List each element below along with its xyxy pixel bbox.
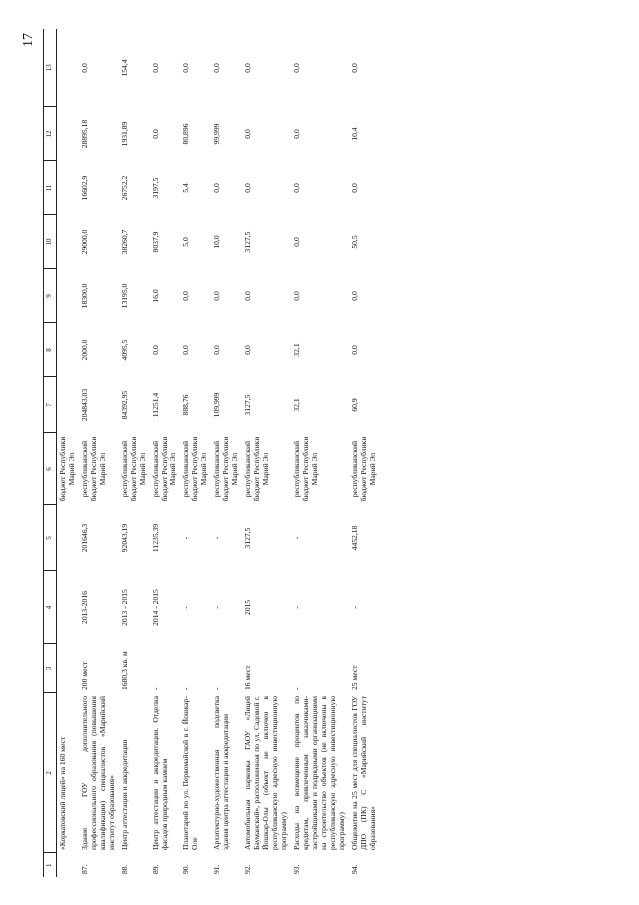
object-name-cell: Здание ГОУ дополнительного профессионального образования (повышения квалификации) специалистов «Марийский институт образования»: [79, 696, 116, 850]
funding-source-cell: республиканский бюджет Республики Марий Эл: [349, 436, 377, 502]
col-12-cell: 0,0: [150, 129, 160, 139]
col-9-cell: 13195,0: [119, 283, 129, 309]
col-10-cell: [57, 215, 79, 269]
col-13-cell: 0,0: [291, 63, 301, 73]
header-cell: 2: [44, 693, 57, 853]
table-row: [242, 29, 291, 877]
period-cell: 2014 - 2015: [150, 589, 160, 626]
row-number-cell: 91.: [212, 864, 222, 874]
col-8-cell: 4095,5: [119, 339, 129, 361]
object-name-cell: Центр аттестации и аккредитации: [119, 739, 129, 850]
col-11-cell: 0,0: [291, 183, 301, 193]
object-name-cell: Автомобильная парковка ГАОУ «Лицей Бауманский», расположенная по ул. Садовой г. Йошкар-Олы (объект не включен в республиканскую адресную инвестиционную программу): [243, 696, 288, 850]
col-12-cell: 0,0: [243, 129, 253, 139]
col-8-cell: 0,0: [243, 345, 253, 355]
col-11-cell: 5,4: [181, 183, 191, 193]
estimated-cost-cell: 11235,39: [150, 523, 160, 553]
header-cell: 6: [44, 433, 57, 505]
col-10-cell: 50,5: [349, 235, 359, 249]
period-cell: -: [212, 606, 222, 609]
col-11-cell: 0,0: [243, 183, 253, 193]
funding-source-cell: республиканский бюджет Республики Марий Эл: [181, 436, 209, 502]
estimated-cost-cell: -: [291, 536, 301, 540]
program-table: [43, 29, 380, 877]
period-cell: -: [181, 606, 191, 609]
header-cell: 12: [44, 107, 57, 161]
row-number-cell: 93.: [291, 864, 301, 874]
col-12-cell: 28895,18: [79, 119, 89, 149]
capacity-cell: -: [181, 687, 191, 690]
header-cell: 4: [44, 571, 57, 644]
capacity-cell: -: [291, 687, 301, 690]
capacity-cell: 200 мест: [79, 661, 89, 690]
col-7-cell: 84392,95: [119, 390, 129, 420]
col-10-cell: 38260,7: [119, 229, 129, 255]
col-13-cell: 0,0: [79, 63, 89, 73]
col-9-cell: 0,0: [181, 291, 191, 301]
header-cell: 13: [44, 29, 57, 107]
col-8-cell: [57, 323, 79, 377]
col-8-cell: 0,0: [150, 345, 160, 355]
header-cell: 5: [44, 505, 57, 571]
table-row: [349, 29, 380, 877]
row-number-cell: 94.: [349, 864, 359, 874]
col-11-cell: [57, 161, 79, 215]
col-7-cell: [57, 377, 79, 433]
capacity-cell: -: [212, 687, 222, 690]
col-12-cell: 10,4: [349, 127, 359, 141]
col-10-cell: 29000,0: [79, 229, 89, 255]
funding-source-cell: бюджет Республики Марий Эл: [58, 436, 76, 502]
period-cell: 2013 - 2015: [119, 589, 129, 626]
col-9-cell: 0,0: [349, 291, 359, 301]
header-cell: 9: [44, 269, 57, 323]
header-cell: 3: [44, 644, 57, 693]
col-10-cell: 0,0: [291, 237, 301, 247]
capacity-cell: 1680,3 кв. м: [119, 651, 129, 690]
col-10-cell: 8037,9: [150, 231, 160, 253]
capacity-cell: 25 мест: [349, 665, 359, 690]
col-12-cell: 80,896: [181, 123, 191, 145]
estimated-cost-cell: [57, 505, 79, 571]
funding-source-cell: республиканский бюджет Республики Марий Эл: [79, 436, 107, 502]
col-9-cell: 0,0: [291, 291, 301, 301]
col-10-cell: 3127,5: [243, 231, 253, 253]
estimated-cost-cell: -: [212, 536, 222, 540]
col-8-cell: 0,0: [181, 345, 191, 355]
capacity-cell: -: [150, 687, 160, 690]
estimated-cost-cell: 92043,19: [119, 523, 129, 553]
col-10-cell: 5,0: [181, 237, 191, 247]
col-13-cell: 0,0: [243, 63, 253, 73]
table-row: [291, 29, 349, 877]
object-name-cell: «Коркатовский лицей» на 160 мест: [58, 736, 67, 850]
period-cell: [57, 571, 79, 644]
col-13-cell: 0,0: [349, 63, 359, 73]
col-7-cell: 60,9: [349, 398, 359, 412]
header-cell: 7: [44, 377, 57, 433]
period-cell: 2013-2016: [79, 591, 89, 624]
row-number-cell: 92.: [243, 864, 253, 874]
col-11-cell: 3197,5: [150, 177, 160, 199]
funding-source-cell: республиканский бюджет Республики Марий Эл: [243, 436, 271, 502]
table-row: [180, 29, 211, 877]
col-10-cell: 10,0: [212, 235, 222, 249]
col-9-cell: 0,0: [243, 291, 253, 301]
row-number-cell: 88.: [119, 864, 129, 874]
table-body: [44, 29, 380, 877]
col-12-cell: [57, 107, 79, 161]
object-name-cell: Расходы на возмещение процентов по кредитам, привлеченным заказчиками-застройщиками и подрядными организациями на строительство объектов (не включены в республиканскую адресную инвестиционную программу): [291, 696, 346, 850]
col-12-cell: 0,0: [291, 129, 301, 139]
col-7-cell: 204843,03: [79, 388, 89, 422]
funding-source-cell: республиканский бюджет Республики Марий Эл: [150, 436, 178, 502]
col-12-cell: 1931,89: [119, 121, 129, 147]
table-row: [119, 29, 150, 877]
table-row: [211, 29, 242, 877]
period-cell: -: [349, 606, 359, 609]
funding-source-cell: республиканский бюджет Республики Марий Эл: [212, 436, 240, 502]
col-9-cell: 0,0: [212, 291, 222, 301]
col-8-cell: 32,1: [291, 343, 301, 357]
funding-source-cell: республиканский бюджет Республики Марий Эл: [291, 436, 319, 502]
header-cell: 10: [44, 215, 57, 269]
estimated-cost-cell: 4452,18: [349, 525, 359, 551]
row-number-cell: [57, 853, 79, 877]
period-cell: 2015: [243, 599, 253, 616]
row-number-cell: 87.: [79, 864, 89, 874]
col-8-cell: 2000,0: [79, 339, 89, 361]
col-13-cell: 0,0: [212, 63, 222, 73]
object-name-cell: Общежитие на 25 мест для специалистов ГОУ ДПО (ПК) С «Марийский институт образования»: [349, 696, 377, 850]
col-12-cell: 99,999: [212, 123, 222, 145]
col-7-cell: 3127,5: [243, 394, 253, 416]
header-cell: 8: [44, 323, 57, 377]
row-number-cell: 90.: [181, 864, 191, 874]
period-cell: -: [291, 606, 301, 609]
col-9-cell: [57, 269, 79, 323]
object-name-cell: Планетарий по ул. Первомайской в г. Йошкар-Оле: [181, 696, 200, 850]
header-cell: 1: [44, 853, 57, 877]
estimated-cost-cell: -: [181, 536, 191, 540]
table-row: [57, 29, 79, 877]
funding-source-cell: республиканский бюджет Республики Марий Эл: [119, 436, 147, 502]
col-13-cell: 0,0: [181, 63, 191, 73]
col-11-cell: 0,0: [212, 183, 222, 193]
col-9-cell: 16,0: [150, 289, 160, 303]
table-row: [79, 29, 119, 877]
col-8-cell: 0,0: [349, 345, 359, 355]
capacity-cell: 16 мест: [243, 665, 253, 690]
col-11-cell: 26752,2: [119, 175, 129, 201]
col-13-cell: 0,0: [150, 63, 160, 73]
col-13-cell: 154,4: [119, 59, 129, 77]
capacity-cell: [57, 644, 79, 693]
estimated-cost-cell: 201646,3: [79, 523, 89, 553]
header-cell: 11: [44, 161, 57, 215]
row-number-cell: 89.: [150, 864, 160, 874]
col-8-cell: 0,0: [212, 345, 222, 355]
col-11-cell: 0,0: [349, 183, 359, 193]
object-name-cell: Центр аттестации и аккредитации. Отделка фасадов природным камнем: [150, 696, 169, 850]
col-13-cell: [57, 29, 79, 107]
col-7-cell: 32,1: [291, 398, 301, 412]
col-7-cell: 109,999: [212, 392, 222, 418]
page-number: 17: [21, 33, 36, 47]
header-row: [44, 29, 57, 877]
table-row: [150, 29, 181, 877]
col-7-cell: 11251,4: [150, 392, 160, 418]
object-name-cell: Архитектурно-художественная подсветка здания центра аттестации и аккредитации: [212, 696, 231, 850]
estimated-cost-cell: 3127,5: [243, 527, 253, 549]
col-11-cell: 16602,9: [79, 175, 89, 201]
col-9-cell: 18300,0: [79, 283, 89, 309]
col-7-cell: 888,76: [181, 394, 191, 416]
